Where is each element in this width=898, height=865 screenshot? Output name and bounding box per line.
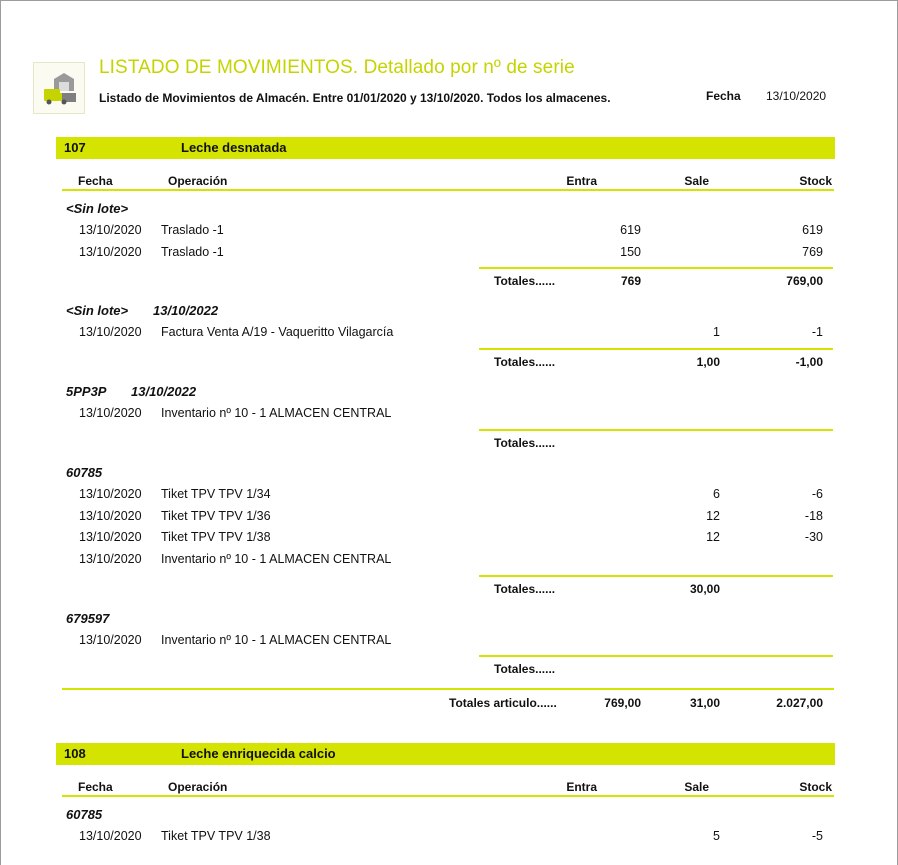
lot-total-stock: 769,00 bbox=[786, 274, 823, 289]
article-band bbox=[56, 743, 835, 765]
movement-stock: -30 bbox=[804, 530, 823, 545]
column-header-sale: Sale bbox=[684, 174, 709, 188]
movement-stock: 619 bbox=[802, 223, 823, 237]
column-header-stock: Stock bbox=[799, 174, 832, 188]
movement-operation: Inventario nº 10 - 1 ALMACEN CENTRAL bbox=[161, 551, 392, 566]
movement-operation: Tiket TPV TPV 1/38 bbox=[161, 829, 271, 844]
column-header-fecha: Fecha bbox=[78, 780, 113, 795]
movement-date: 13/10/2020 bbox=[79, 551, 142, 566]
article-name: Leche desnatada bbox=[181, 140, 287, 155]
warehouse-logo-icon bbox=[33, 62, 85, 114]
movement-operation: Tiket TPV TPV 1/34 bbox=[161, 486, 271, 501]
movement-sale: 12 bbox=[706, 530, 720, 545]
column-header-entra: Entra bbox=[566, 780, 597, 795]
movement-stock: -1 bbox=[811, 325, 823, 340]
lot-totals-label: Totales...... bbox=[494, 274, 556, 289]
lot-number: 5PP3P bbox=[66, 384, 107, 400]
movement-operation: Tiket TPV TPV 1/36 bbox=[161, 508, 271, 523]
article-totals-label: Totales articulo...... bbox=[449, 696, 557, 711]
lot-totals-label: Totales...... bbox=[494, 435, 556, 450]
lot-total-sale: 1,00 bbox=[696, 355, 720, 370]
movement-sale: 1 bbox=[713, 325, 720, 340]
lot-totals-label: Totales...... bbox=[494, 581, 556, 596]
article-total-entra: 769,00 bbox=[604, 696, 641, 711]
movement-date: 13/10/2020 bbox=[79, 632, 142, 647]
movement-date: 13/10/2020 bbox=[79, 486, 142, 501]
movement-sale: 12 bbox=[706, 508, 720, 523]
header-underline bbox=[62, 795, 834, 797]
lot-number: 60785 bbox=[66, 807, 103, 823]
article-name: Leche enriquecida calcio bbox=[181, 746, 336, 762]
movement-operation: Traslado -1 bbox=[161, 244, 224, 259]
article-total-stock: 2.027,00 bbox=[776, 696, 823, 711]
report-date-label: Fecha bbox=[706, 89, 741, 103]
movement-operation: Inventario nº 10 - 1 ALMACEN CENTRAL bbox=[161, 632, 392, 647]
lot-number: 60785 bbox=[66, 464, 103, 480]
movement-stock: -6 bbox=[811, 486, 823, 501]
article-band bbox=[56, 137, 835, 159]
article-code: 108 bbox=[64, 746, 86, 762]
lot-number: <Sin lote> bbox=[66, 303, 129, 319]
movement-stock: -18 bbox=[804, 508, 823, 523]
header-underline bbox=[62, 189, 834, 191]
lot-totals-line bbox=[479, 348, 833, 350]
column-header-operacion: Operación bbox=[168, 780, 228, 795]
movement-sale: 5 bbox=[713, 829, 720, 844]
lot-totals-line bbox=[479, 655, 833, 657]
article-code: 107 bbox=[64, 140, 86, 155]
movement-entra: 150 bbox=[620, 244, 641, 259]
column-header-sale: Sale bbox=[684, 780, 709, 795]
movement-date: 13/10/2020 bbox=[79, 508, 142, 523]
lot-total-stock: -1,00 bbox=[795, 355, 823, 370]
lot-totals-line bbox=[479, 575, 833, 577]
movement-date: 13/10/2020 bbox=[79, 530, 142, 545]
column-header-fecha: Fecha bbox=[78, 174, 113, 188]
movement-date: 13/10/2020 bbox=[79, 244, 142, 259]
report-date-value: 13/10/2020 bbox=[766, 89, 827, 103]
lot-total-sale: 30,00 bbox=[689, 581, 720, 596]
movement-date: 13/10/2020 bbox=[79, 406, 142, 421]
lot-totals-label: Totales...... bbox=[494, 355, 556, 370]
movement-entra: 619 bbox=[620, 223, 641, 237]
movement-stock: -5 bbox=[811, 829, 823, 844]
movement-operation: Traslado -1 bbox=[161, 223, 224, 237]
lot-total-entra: 769 bbox=[620, 274, 641, 289]
lot-number: <Sin lote> bbox=[66, 201, 129, 216]
movement-sale: 6 bbox=[713, 486, 720, 501]
column-header-operacion: Operación bbox=[168, 174, 228, 188]
movement-operation: Factura Venta A/19 - Vaqueritto Vilagarcía bbox=[161, 325, 394, 340]
report-title: LISTADO DE MOVIMIENTOS. Detallado por nº de serie bbox=[99, 57, 575, 78]
column-header-entra: Entra bbox=[566, 174, 597, 188]
report-subtitle: Listado de Movimientos de Almacén. Entre 01/01/2020 y 13/10/2020. Todos los almacenes. bbox=[99, 91, 611, 105]
movement-operation: Tiket TPV TPV 1/38 bbox=[161, 530, 271, 545]
movement-stock: 769 bbox=[802, 244, 823, 259]
article-totals-line bbox=[62, 688, 834, 690]
movement-date: 13/10/2020 bbox=[79, 829, 142, 844]
lot-totals-label: Totales...... bbox=[494, 662, 556, 677]
movement-date: 13/10/2020 bbox=[79, 325, 142, 340]
lot-date: 13/10/2022 bbox=[153, 303, 219, 319]
column-header-stock: Stock bbox=[799, 780, 832, 795]
lot-date: 13/10/2022 bbox=[131, 384, 197, 400]
lot-totals-line bbox=[479, 267, 833, 269]
article-total-sale: 31,00 bbox=[689, 696, 720, 711]
lot-number: 679597 bbox=[66, 610, 110, 626]
movement-operation: Inventario nº 10 - 1 ALMACEN CENTRAL bbox=[161, 406, 392, 421]
movement-date: 13/10/2020 bbox=[79, 223, 142, 237]
lot-totals-line bbox=[479, 429, 833, 431]
